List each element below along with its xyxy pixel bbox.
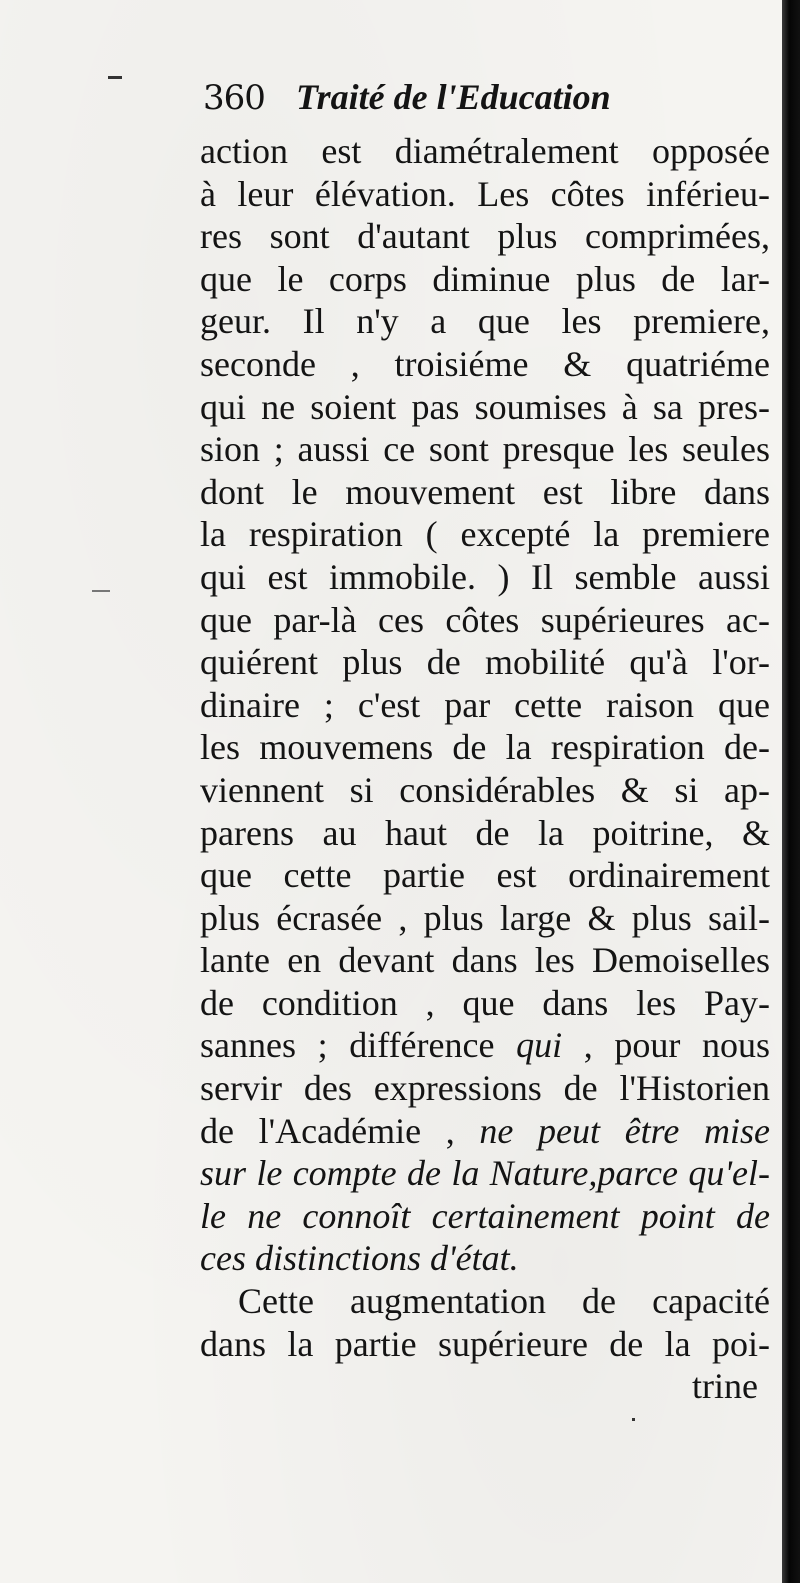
text-line-9: dont le mouvement est libre dans [200, 471, 770, 512]
text-line-29: dans la partie supérieure de la poi- [200, 1323, 770, 1364]
text-line-27: ces distinctions d'état. [200, 1238, 519, 1279]
text-line-28: Cette augmentation de capacité [238, 1281, 770, 1322]
italic-segment: qui [516, 1025, 563, 1066]
body-text [200, 130, 770, 1408]
catchword: trine [692, 1366, 758, 1407]
text-line-17: parens au haut de la poitrine, & [200, 812, 770, 853]
text-segment: sannes ; différence [200, 1025, 517, 1066]
text-line-15: les mouvemens de la respiration de- [200, 727, 770, 768]
text-line-25: sur le compte de la Nature,parce qu'el- [200, 1153, 770, 1194]
text-line-22 [200, 1024, 770, 1067]
text-line-7: qui ne soient pas soumises à sa pres- [200, 386, 770, 427]
italic-segment: ne peut être mise [479, 1110, 770, 1151]
ink-speck [632, 1418, 635, 1421]
text-line-4: que le corps diminue plus de lar- [200, 258, 770, 299]
text-line-23: servir des expressions de l'Historien [200, 1068, 770, 1109]
text-line-20: lante en devant dans les Demoiselles [200, 940, 770, 981]
page-header [203, 76, 611, 126]
text-line-3: res sont d'autant plus comprimées, [200, 216, 770, 257]
ink-speck [108, 76, 122, 79]
text-line-1: action est diamétralement opposée [200, 131, 770, 171]
page-number: 360 [203, 78, 265, 118]
text-line-19: plus écrasée , plus large & plus sail- [200, 897, 770, 938]
text-line-16: viennent si considérables & si ap- [200, 769, 770, 810]
text-line-10: la respiration ( excepté la premiere [200, 514, 770, 555]
text-line-21: de condition , que dans les Pay- [200, 982, 770, 1023]
text-line-6: seconde , troisiéme & quatriéme [200, 343, 770, 384]
text-line-8: sion ; aussi ce sont presque les seules [200, 429, 770, 470]
text-line-18: que cette partie est ordinairement [200, 855, 770, 896]
text-line-2: à leur élévation. Les côtes inférieu- [200, 173, 770, 214]
text-segment: , pour nous [562, 1025, 770, 1066]
text-line-26: le ne connoît certainement point de [200, 1195, 770, 1236]
text-line-5: geur. Il n'y a que les premiere, [200, 301, 770, 342]
text-line-11: qui est immobile. ) Il semble aussi [200, 556, 770, 597]
page-binding-edge [782, 0, 800, 1583]
text-line-24 [200, 1110, 770, 1153]
ink-speck [92, 590, 110, 592]
running-title: Traité de l'Education [296, 77, 611, 117]
text-line-14: dinaire ; c'est par cette raison que [200, 684, 770, 725]
text-segment: de l'Académie , [200, 1110, 480, 1151]
text-line-12: que par-là ces côtes supérieures ac- [200, 599, 770, 640]
text-line-13: quiérent plus de mobilité qu'à l'or- [200, 642, 770, 683]
